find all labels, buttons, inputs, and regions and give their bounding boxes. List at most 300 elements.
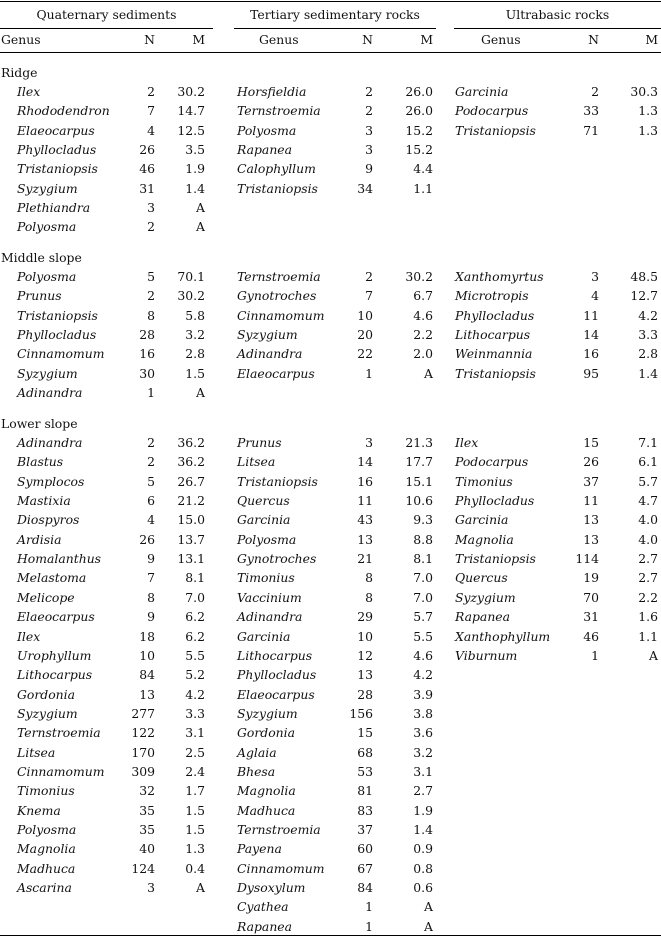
genus-cell: Viburnum: [455, 647, 518, 663]
n-cell: 37: [583, 473, 599, 489]
n-cell: 2: [147, 454, 155, 470]
m-cell: 3.6: [413, 725, 433, 741]
genus-cell: Symplocos: [17, 473, 85, 489]
genus-cell: Vaccinium: [237, 589, 302, 605]
m-cell: 7.0: [413, 589, 433, 605]
m-cell: A: [196, 200, 205, 216]
genus-cell: Quercus: [455, 570, 508, 586]
n-cell: 156: [349, 705, 373, 721]
genus-cell: Adinandra: [237, 346, 303, 362]
genus-cell: Blastus: [17, 454, 64, 470]
col-header-m: M: [645, 32, 658, 47]
m-cell: 1.3: [638, 122, 658, 138]
m-cell: 1.4: [638, 365, 658, 381]
genus-cell: Prunus: [17, 288, 62, 304]
n-cell: 68: [357, 744, 373, 760]
genus-cell: Ternstroemia: [237, 822, 321, 837]
m-cell: 1.4: [413, 822, 433, 837]
n-cell: 3: [147, 200, 155, 216]
genus-cell: Polyosma: [17, 269, 77, 284]
genus-cell: Gordonia: [17, 686, 76, 702]
n-cell: 26: [583, 454, 599, 470]
m-cell: 2.7: [413, 783, 433, 799]
n-cell: 3: [147, 880, 155, 896]
genus-cell: Timonius: [237, 570, 295, 586]
genus-cell: Rapanea: [455, 609, 511, 625]
n-cell: 30: [139, 365, 155, 381]
n-cell: 20: [357, 327, 373, 343]
m-cell: 1.6: [638, 609, 658, 625]
n-cell: 12: [357, 647, 373, 663]
m-cell: 3.5: [185, 142, 205, 158]
col-header-n: N: [588, 32, 599, 47]
m-cell: 4.0: [638, 531, 658, 547]
header-bottom-rule: [0, 52, 661, 53]
genus-cell: Tristaniopsis: [455, 122, 536, 138]
genus-cell: Ternstroemia: [17, 725, 101, 741]
genus-cell: Syzygium: [455, 589, 516, 605]
m-cell: A: [196, 385, 205, 401]
n-cell: 7: [365, 288, 373, 304]
n-cell: 277: [131, 705, 155, 721]
m-cell: 1.3: [185, 841, 205, 857]
m-cell: 12.5: [177, 122, 205, 138]
genus-cell: Homalanthus: [17, 551, 102, 567]
genus-cell: Plethiandra: [17, 200, 91, 216]
genus-cell: Garcinia: [455, 84, 509, 99]
genus-cell: Rapanea: [237, 142, 293, 158]
n-cell: 4: [147, 122, 155, 138]
n-cell: 2: [365, 84, 373, 99]
n-cell: 1: [365, 899, 373, 915]
genus-cell: Dysoxylum: [237, 880, 306, 896]
genus-cell: Ascarina: [17, 880, 72, 896]
genus-cell: Cyathea: [237, 899, 289, 915]
genus-cell: Diospyros: [17, 512, 80, 528]
m-cell: 21.2: [177, 493, 205, 509]
genus-cell: Microtropis: [455, 288, 529, 304]
n-cell: 2: [147, 288, 155, 304]
genus-cell: Prunus: [237, 435, 282, 450]
n-cell: 67: [357, 860, 373, 876]
n-cell: 7: [147, 570, 155, 586]
genus-cell: Ilex: [455, 435, 479, 450]
genus-cell: Knema: [17, 802, 61, 818]
genus-cell: Weinmannia: [455, 346, 533, 362]
genus-cell: Madhuca: [237, 802, 296, 818]
m-cell: 30.2: [405, 269, 433, 284]
n-cell: 95: [583, 365, 599, 381]
m-cell: 2.7: [638, 551, 658, 567]
group-underline: [454, 28, 661, 29]
table-top-rule: [0, 1, 661, 2]
section-label: Ridge: [1, 65, 38, 80]
m-cell: 26.0: [405, 84, 433, 99]
m-cell: 7.0: [185, 589, 205, 605]
n-cell: 11: [583, 493, 599, 509]
m-cell: 8.1: [413, 551, 433, 567]
genus-cell: Cinnamomum: [237, 860, 325, 876]
col-header-m: M: [420, 32, 433, 47]
n-cell: 5: [147, 269, 155, 284]
genus-cell: Ardisia: [17, 531, 62, 547]
n-cell: 16: [357, 473, 373, 489]
genus-cell: Elaeocarpus: [17, 609, 95, 625]
col-header-m: M: [192, 32, 205, 47]
m-cell: 6.7: [413, 288, 433, 304]
genus-cell: Tristaniopsis: [237, 473, 318, 489]
genus-cell: Polyosma: [17, 219, 77, 235]
m-cell: 5.5: [185, 647, 205, 663]
n-cell: 28: [357, 686, 373, 702]
m-cell: 3.8: [413, 705, 433, 721]
genus-cell: Syzygium: [17, 365, 78, 381]
col-header-n: N: [362, 32, 373, 47]
genus-cell: Adinandra: [17, 435, 83, 450]
n-cell: 11: [357, 493, 373, 509]
group-title: Quaternary sediments: [36, 7, 177, 22]
m-cell: 1.5: [185, 802, 205, 818]
n-cell: 9: [147, 551, 155, 567]
m-cell: 7.1: [638, 435, 658, 450]
genus-cell: Syzygium: [237, 327, 298, 343]
n-cell: 46: [139, 161, 155, 177]
genus-cell: Lithocarpus: [17, 667, 93, 683]
m-cell: 13.7: [177, 531, 205, 547]
m-cell: 5.7: [638, 473, 658, 489]
genus-cell: Syzygium: [237, 705, 298, 721]
group-underline: [0, 28, 213, 29]
genus-cell: Syzygium: [17, 180, 78, 196]
m-cell: 5.8: [185, 307, 205, 323]
m-cell: 1.7: [185, 783, 205, 799]
n-cell: 35: [139, 802, 155, 818]
m-cell: A: [424, 918, 433, 934]
n-cell: 10: [357, 628, 373, 644]
n-cell: 309: [131, 763, 155, 779]
n-cell: 71: [583, 122, 599, 138]
m-cell: 2.5: [185, 744, 205, 760]
genus-cell: Polyosma: [17, 822, 77, 837]
m-cell: 2.8: [638, 346, 658, 362]
n-cell: 5: [147, 473, 155, 489]
m-cell: 1.4: [185, 180, 205, 196]
col-header-genus: Genus: [259, 32, 299, 47]
m-cell: 70.1: [177, 269, 205, 284]
col-header-n: N: [144, 32, 155, 47]
m-cell: 8.8: [413, 531, 433, 547]
m-cell: 2.7: [638, 570, 658, 586]
group-underline: [234, 28, 436, 29]
m-cell: A: [424, 365, 433, 381]
m-cell: 4.2: [185, 686, 205, 702]
genus-cell: Elaeocarpus: [237, 686, 315, 702]
n-cell: 170: [131, 744, 155, 760]
m-cell: 4.2: [638, 307, 658, 323]
n-cell: 4: [591, 288, 599, 304]
col-header-genus: Genus: [1, 32, 41, 47]
m-cell: 36.2: [177, 454, 205, 470]
n-cell: 2: [365, 103, 373, 119]
genus-cell: Garcinia: [237, 512, 291, 528]
m-cell: 15.2: [405, 142, 433, 158]
genus-cell: Gynotroches: [237, 288, 317, 304]
n-cell: 1: [591, 647, 599, 663]
m-cell: 4.6: [413, 647, 433, 663]
n-cell: 28: [139, 327, 155, 343]
n-cell: 9: [147, 609, 155, 625]
m-cell: 5.2: [185, 667, 205, 683]
m-cell: 3.1: [185, 725, 205, 741]
m-cell: 6.2: [185, 628, 205, 644]
genus-cell: Timonius: [455, 473, 513, 489]
genus-cell: Polyosma: [237, 122, 297, 138]
n-cell: 3: [365, 142, 373, 158]
genus-cell: Magnolia: [455, 531, 514, 547]
m-cell: A: [649, 647, 658, 663]
genus-cell: Polyosma: [237, 531, 297, 547]
n-cell: 14: [357, 454, 373, 470]
genus-cell: Tristaniopsis: [17, 161, 98, 177]
m-cell: 2.0: [413, 346, 433, 362]
genus-cell: Rhododendron: [17, 103, 110, 119]
n-cell: 10: [357, 307, 373, 323]
n-cell: 1: [365, 918, 373, 934]
genus-cell: Madhuca: [17, 860, 76, 876]
m-cell: 36.2: [177, 435, 205, 450]
n-cell: 3: [365, 122, 373, 138]
genus-cell: Melicope: [17, 589, 75, 605]
n-cell: 3: [365, 435, 373, 450]
genus-cell: Calophyllum: [237, 161, 316, 177]
m-cell: 12.7: [630, 288, 658, 304]
n-cell: 21: [357, 551, 373, 567]
n-cell: 2: [147, 84, 155, 99]
m-cell: A: [196, 880, 205, 896]
genus-cell: Phyllocladus: [17, 142, 97, 158]
m-cell: 30.2: [177, 288, 205, 304]
m-cell: 1.9: [413, 802, 433, 818]
m-cell: 15.0: [177, 512, 205, 528]
m-cell: 14.7: [177, 103, 205, 119]
genus-cell: Ternstroemia: [237, 103, 321, 119]
genus-cell: Horsfieldia: [237, 84, 307, 99]
m-cell: 30.2: [177, 84, 205, 99]
n-cell: 34: [357, 180, 373, 196]
m-cell: 4.7: [638, 493, 658, 509]
m-cell: 8.1: [185, 570, 205, 586]
n-cell: 13: [139, 686, 155, 702]
n-cell: 15: [357, 725, 373, 741]
m-cell: 1.5: [185, 822, 205, 837]
genus-cell: Melastoma: [17, 570, 87, 586]
m-cell: 2.8: [185, 346, 205, 362]
genus-cell: Elaeocarpus: [17, 122, 95, 138]
m-cell: 6.1: [638, 454, 658, 470]
genus-cell: Aglaia: [237, 744, 277, 760]
n-cell: 8: [147, 589, 155, 605]
genus-cell: Phyllocladus: [455, 493, 535, 509]
m-cell: 2.2: [638, 589, 658, 605]
m-cell: 26.7: [177, 473, 205, 489]
n-cell: 10: [139, 647, 155, 663]
genus-cell: Podocarpus: [455, 454, 529, 470]
n-cell: 2: [365, 269, 373, 284]
m-cell: 1.1: [638, 628, 658, 644]
genus-cell: Xanthomyrtus: [455, 269, 544, 284]
m-cell: 13.1: [177, 551, 205, 567]
genus-cell: Adinandra: [237, 609, 303, 625]
n-cell: 114: [575, 551, 599, 567]
genus-cell: Garcinia: [455, 512, 509, 528]
n-cell: 16: [139, 346, 155, 362]
genus-cell: Ilex: [17, 628, 41, 644]
genus-cell: Phyllocladus: [237, 667, 317, 683]
genus-cell: Garcinia: [237, 628, 291, 644]
genus-cell: Gynotroches: [237, 551, 317, 567]
genus-cell: Tristaniopsis: [237, 180, 318, 196]
n-cell: 124: [131, 860, 155, 876]
genus-cell: Rapanea: [237, 918, 293, 934]
n-cell: 2: [147, 219, 155, 235]
genus-cell: Timonius: [17, 783, 75, 799]
n-cell: 29: [357, 609, 373, 625]
genus-cell: Cinnamomum: [17, 346, 105, 362]
genus-cell: Adinandra: [17, 385, 83, 401]
genus-cell: Syzygium: [17, 705, 78, 721]
n-cell: 19: [583, 570, 599, 586]
n-cell: 13: [357, 531, 373, 547]
m-cell: 3.2: [185, 327, 205, 343]
n-cell: 8: [365, 570, 373, 586]
genus-cell: Ilex: [17, 84, 41, 99]
m-cell: 48.5: [630, 269, 658, 284]
m-cell: 3.3: [185, 705, 205, 721]
genus-cell: Gordonia: [237, 725, 296, 741]
n-cell: 8: [365, 589, 373, 605]
m-cell: 7.0: [413, 570, 433, 586]
genus-cell: Tristaniopsis: [455, 551, 536, 567]
n-cell: 13: [583, 512, 599, 528]
genus-cell: Cinnamomum: [237, 307, 325, 323]
m-cell: 0.6: [413, 880, 433, 896]
n-cell: 70: [583, 589, 599, 605]
m-cell: 1.3: [638, 103, 658, 119]
n-cell: 9: [365, 161, 373, 177]
m-cell: 2.4: [185, 763, 205, 779]
genus-cell: Payena: [237, 841, 282, 857]
n-cell: 1: [147, 385, 155, 401]
n-cell: 11: [583, 307, 599, 323]
m-cell: 3.3: [638, 327, 658, 343]
m-cell: A: [424, 899, 433, 915]
n-cell: 31: [139, 180, 155, 196]
genus-cell: Elaeocarpus: [237, 365, 315, 381]
n-cell: 26: [139, 142, 155, 158]
genus-cell: Lithocarpus: [237, 647, 313, 663]
n-cell: 84: [139, 667, 155, 683]
m-cell: 9.3: [413, 512, 433, 528]
genus-cell: Mastixia: [17, 493, 71, 509]
n-cell: 2: [591, 84, 599, 99]
n-cell: 53: [357, 763, 373, 779]
n-cell: 83: [357, 802, 373, 818]
n-cell: 18: [139, 628, 155, 644]
genus-cell: Litsea: [17, 744, 56, 760]
n-cell: 13: [357, 667, 373, 683]
n-cell: 22: [357, 346, 373, 362]
n-cell: 14: [583, 327, 599, 343]
m-cell: 1.1: [413, 180, 433, 196]
m-cell: 3.9: [413, 686, 433, 702]
m-cell: 4.0: [638, 512, 658, 528]
n-cell: 33: [583, 103, 599, 119]
m-cell: 26.0: [405, 103, 433, 119]
m-cell: 15.1: [405, 473, 433, 489]
genus-cell: Tristaniopsis: [455, 365, 536, 381]
m-cell: 5.5: [413, 628, 433, 644]
n-cell: 81: [357, 783, 373, 799]
m-cell: 15.2: [405, 122, 433, 138]
genus-cell: Podocarpus: [455, 103, 529, 119]
genus-cell: Magnolia: [237, 783, 296, 799]
n-cell: 32: [139, 783, 155, 799]
genus-cell: Phyllocladus: [17, 327, 97, 343]
m-cell: 0.9: [413, 841, 433, 857]
n-cell: 6: [147, 493, 155, 509]
n-cell: 60: [357, 841, 373, 857]
genus-cell: Ternstroemia: [237, 269, 321, 284]
genus-cell: Urophyllum: [17, 647, 92, 663]
n-cell: 2: [147, 435, 155, 450]
genus-cell: Magnolia: [17, 841, 76, 857]
m-cell: 1.5: [185, 365, 205, 381]
genus-cell: Lithocarpus: [455, 327, 531, 343]
n-cell: 15: [583, 435, 599, 450]
genus-cell: Phyllocladus: [455, 307, 535, 323]
m-cell: 30.3: [630, 84, 658, 99]
m-cell: 1.9: [185, 161, 205, 177]
m-cell: 10.6: [405, 493, 433, 509]
m-cell: 3.1: [413, 763, 433, 779]
group-title: Ultrabasic rocks: [505, 7, 610, 22]
n-cell: 3: [591, 269, 599, 284]
n-cell: 46: [583, 628, 599, 644]
table-bottom-rule: [0, 935, 661, 936]
genus-cell: Quercus: [237, 493, 290, 509]
genus-cell: Bhesa: [237, 763, 276, 779]
genus-cell: Cinnamomum: [17, 763, 105, 779]
group-title: Tertiary sedimentary rocks: [250, 7, 420, 22]
m-cell: 0.4: [185, 860, 205, 876]
col-header-genus: Genus: [481, 32, 521, 47]
n-cell: 37: [357, 822, 373, 837]
m-cell: 5.7: [413, 609, 433, 625]
m-cell: 21.3: [405, 435, 433, 450]
n-cell: 1: [365, 365, 373, 381]
n-cell: 122: [131, 725, 155, 741]
m-cell: A: [196, 219, 205, 235]
n-cell: 40: [139, 841, 155, 857]
n-cell: 13: [583, 531, 599, 547]
m-cell: 4.6: [413, 307, 433, 323]
m-cell: 6.2: [185, 609, 205, 625]
m-cell: 0.8: [413, 860, 433, 876]
n-cell: 7: [147, 103, 155, 119]
genus-cell: Tristaniopsis: [17, 307, 98, 323]
m-cell: 2.2: [413, 327, 433, 343]
m-cell: 3.2: [413, 744, 433, 760]
